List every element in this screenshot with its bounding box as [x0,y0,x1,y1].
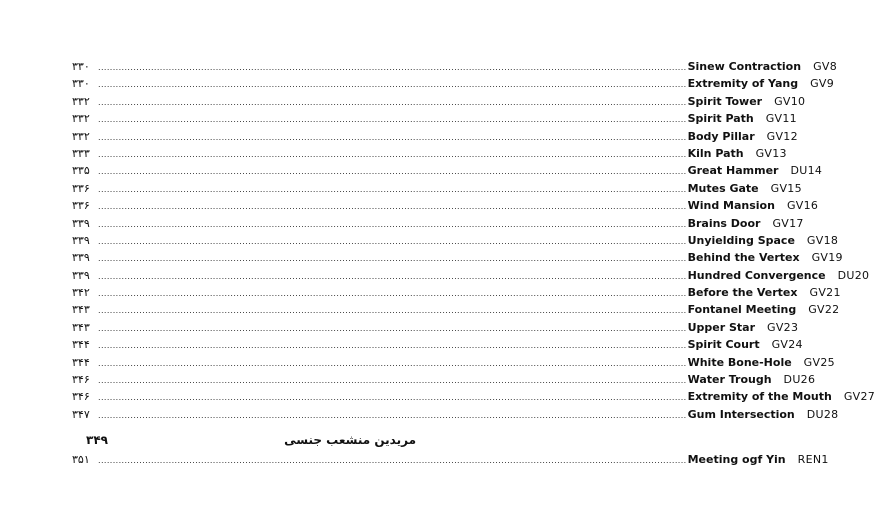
toc-point-code: GV22 [808,303,840,317]
toc-dot-leader: ........................................................................................................................................................................................................ [98,236,687,246]
toc-page-number: ۳۳۳ [72,146,90,160]
toc-entry[interactable] [72,199,819,216]
toc-page-number: ۳۴۴ [72,355,90,369]
toc-entry-title: Spirit Court [687,338,760,352]
toc-entry[interactable] [72,286,841,303]
toc-point-code: GV18 [806,233,839,247]
toc-page-number: ۳۴۴ [72,338,90,352]
toc-page-number: ۳۴۲ [72,286,90,300]
toc-entry[interactable] [72,60,838,77]
toc-entry[interactable] [72,373,816,390]
toc-page-number: ۳۳۹ [72,216,90,230]
toc-page-number: ۳۳۹ [72,268,90,282]
toc-entry-title: White Bone-Hole [687,355,792,369]
toc-point-code: GV19 [811,251,843,265]
toc-entry[interactable] [72,94,806,112]
toc-page-number: ۳۳۵ [72,164,90,178]
toc-list [72,60,876,425]
toc-entry[interactable] [72,390,876,407]
toc-point-code: GV11 [765,112,797,126]
toc-page-number: ۳۳۲ [72,129,90,143]
table-of-contents [72,60,876,471]
toc-dot-leader: ........................................................................................................................................................................................................ [98,410,687,420]
toc-dot-leader: ........................................................................................................................................................................................................ [98,80,687,90]
toc-entry-title: Behind the Vertex [687,251,800,265]
toc-dot-leader: ........................................................................................................................................................................................................ [98,358,687,368]
toc-point-code: GV21 [809,286,841,300]
toc-entry[interactable] [72,355,835,373]
toc-point-code: GV15 [770,181,802,195]
toc-dot-leader: ........................................................................................................................................................................................................ [98,219,687,229]
toc-entry[interactable] [72,320,799,338]
toc-entry-title: Water Trough [687,373,772,387]
toc-entry[interactable] [72,164,823,181]
toc-entry[interactable] [72,77,835,94]
toc-page-number: ۳۳۶ [72,181,90,195]
toc-dot-leader: ........................................................................................................................................................................................................ [98,63,687,72]
section-page-number: ۳۴۹ [86,433,108,448]
toc-entry-title: Great Hammer [687,164,779,178]
toc-entry-title: Gum Intersection [687,407,795,421]
toc-point-code: GV12 [766,129,798,143]
toc-dot-leader: ........................................................................................................................................................................................................ [98,271,687,281]
toc-entry-title: Spirit Tower [687,94,763,108]
toc-page-number: ۳۳۲ [72,112,90,126]
toc-entry-title: Body Pillar [687,129,755,143]
toc-point-code: DU14 [790,164,823,178]
toc-point-code: GV8 [813,60,838,73]
toc-entry[interactable] [72,407,839,425]
toc-dot-leader: ........................................................................................................................................................................................................ [98,115,687,125]
toc-page-number: ۳۵۱ [72,453,90,467]
toc-point-code: GV24 [771,338,803,352]
toc-entry-title: Brains Door [687,216,761,230]
toc-point-code: GV13 [755,146,787,160]
toc-point-code: DU20 [837,268,870,282]
toc-dot-leader: ........................................................................................................................................................................................................ [98,254,687,264]
toc-page-number: ۳۳۰ [72,77,90,91]
toc-point-code: GV10 [774,94,806,108]
toc-dot-leader: ........................................................................................................................................................................................................ [98,167,687,177]
toc-entry[interactable] [72,129,798,147]
toc-dot-leader: ........................................................................................................................................................................................................ [98,149,687,159]
toc-entry-title: Sinew Contraction [687,60,802,73]
toc-entry-title: Extremity of Yang [687,77,799,91]
toc-entry[interactable] [72,303,840,320]
toc-page-number: ۳۴۳ [72,320,90,334]
toc-entry[interactable] [72,251,843,268]
toc-page-number: ۳۳۹ [72,251,90,265]
toc-point-code: GV25 [803,355,835,369]
toc-entry[interactable] [72,181,802,199]
toc-list-after-section [72,453,829,470]
toc-dot-leader: ........................................................................................................................................................................................................ [98,341,687,351]
toc-entry[interactable] [72,112,797,129]
toc-entry[interactable] [72,233,839,251]
section-heading: مریدین منشعب جنسی [284,433,416,448]
toc-dot-leader: ........................................................................................................................................................................................................ [98,289,687,299]
toc-entry[interactable] [72,338,803,355]
toc-page-number: ۳۳۶ [72,199,90,213]
toc-point-code: REN1 [797,453,829,467]
toc-page-number: ۳۴۳ [72,303,90,317]
toc-page-number: ۳۴۶ [72,390,90,404]
toc-entry-title: Extremity of the Mouth [687,390,832,404]
toc-point-code: GV23 [767,320,799,334]
toc-point-code: GV16 [786,199,819,213]
toc-entry[interactable] [72,268,870,286]
toc-dot-leader: ........................................................................................................................................................................................................ [98,306,687,316]
toc-page-number: ۳۴۶ [72,373,90,387]
toc-page-number: ۳۳۰ [72,60,90,73]
toc-dot-leader: ........................................................................................................................................................................................................ [98,393,687,403]
toc-entry-title: Hundred Convergence [687,268,826,282]
toc-dot-leader: ........................................................................................................................................................................................................ [98,202,687,212]
toc-entry-title: Unyielding Space [687,233,795,247]
toc-entry[interactable] [72,453,829,470]
toc-dot-leader: ........................................................................................................................................................................................................ [98,456,687,466]
toc-point-code: DU28 [806,407,839,421]
section-header [72,433,416,453]
toc-entry-title: Before the Vertex [687,286,798,300]
toc-dot-leader: ........................................................................................................................................................................................................ [98,323,687,333]
toc-dot-leader: ........................................................................................................................................................................................................ [98,184,687,194]
toc-entry[interactable] [72,146,787,164]
toc-dot-leader: ........................................................................................................................................................................................................ [98,376,687,386]
toc-point-code: GV9 [810,77,835,91]
toc-entry-title: Meeting ogf Yin [687,453,786,467]
toc-point-code: GV27 [843,390,876,404]
toc-entry-title: Upper Star [687,320,756,334]
toc-entry[interactable] [72,216,804,234]
toc-entry-title: Spirit Path [687,112,754,126]
toc-entry-title: Kiln Path [687,146,744,160]
toc-page-number: ۳۳۲ [72,94,90,108]
toc-dot-leader: ........................................................................................................................................................................................................ [98,97,687,107]
toc-entry-title: Mutes Gate [687,181,759,195]
toc-dot-leader: ........................................................................................................................................................................................................ [98,132,687,142]
toc-page-number: ۳۴۷ [72,407,90,421]
toc-point-code: DU26 [783,373,816,387]
toc-page-number: ۳۳۹ [72,233,90,247]
toc-entry-title: Fontanel Meeting [687,303,797,317]
toc-point-code: GV17 [772,216,804,230]
toc-entry-title: Wind Mansion [687,199,775,213]
